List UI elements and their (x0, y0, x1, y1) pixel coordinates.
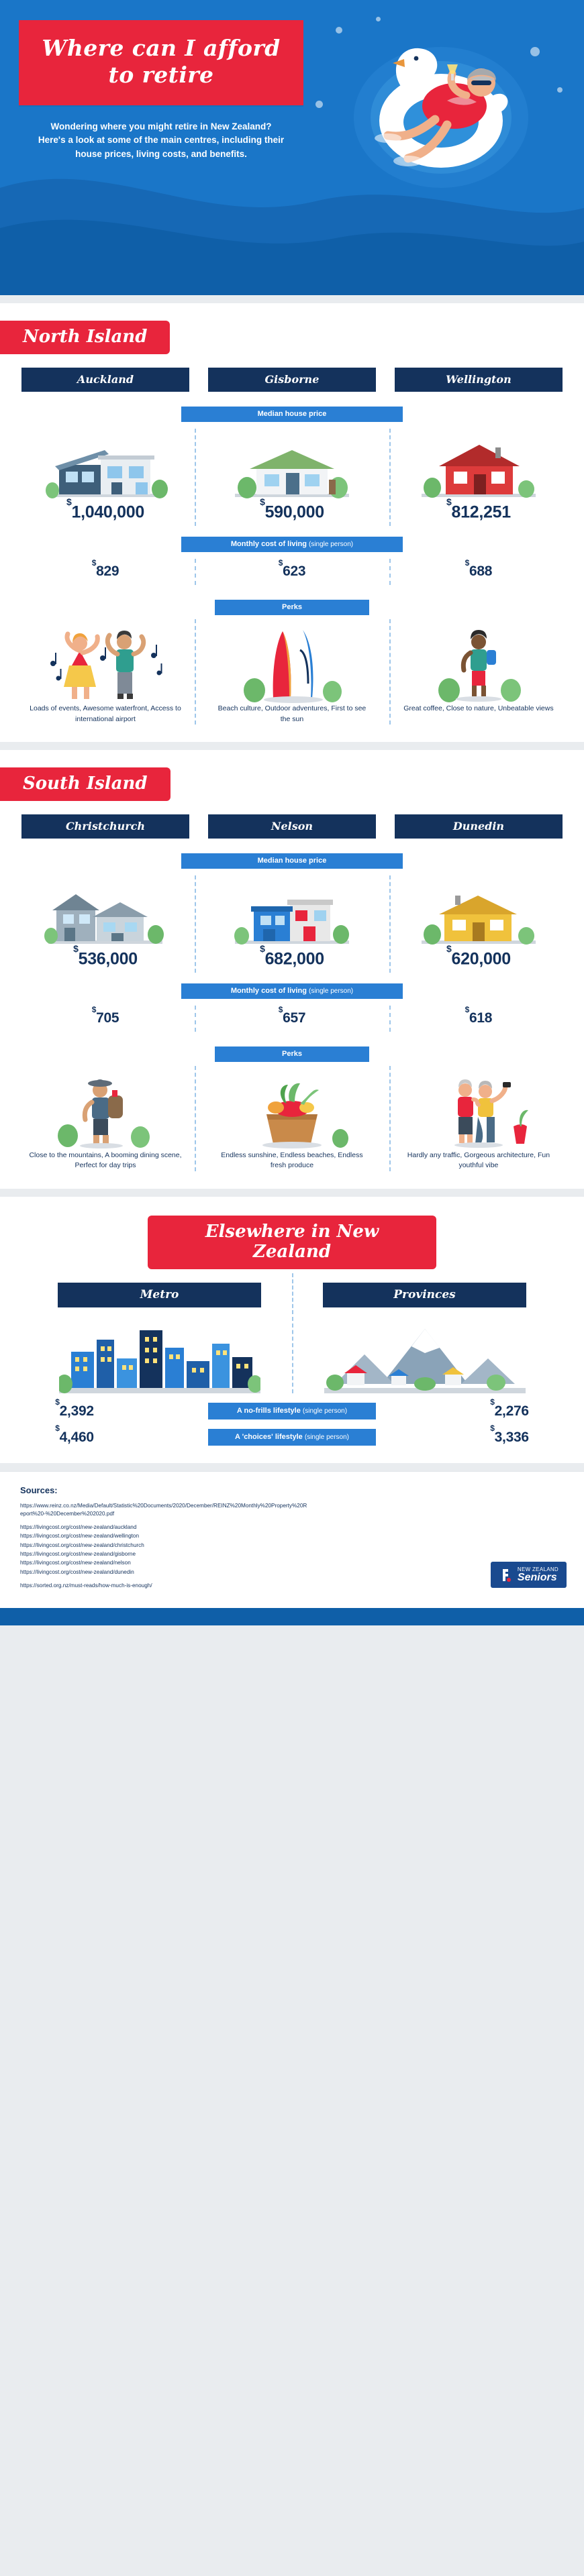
label-perks-north: Perks (215, 600, 369, 615)
illustration-perks-dunedin (389, 1070, 568, 1150)
perks-gisborne: Beach culture, Outdoor adventures, First to see the sun (217, 704, 367, 723)
metro-no-frills-price: $2,392 (55, 1397, 94, 1419)
section-elsewhere (0, 1197, 584, 1463)
city-tab-auckland[interactable]: Auckland (21, 368, 189, 392)
label-no-frills-lifestyle: A no-frills lifestyle (single person) (208, 1403, 376, 1419)
divider-dashed (195, 559, 196, 585)
logo-line-1: NEW ZEALAND (517, 1566, 558, 1573)
lifestyle-row-choices (0, 1424, 584, 1446)
cost-of-living-gisborne: $623 (278, 557, 306, 580)
source-item[interactable]: https://www.reinz.co.nz/Media/Default/Statistic%20Documents/2020/December/REINZ%20Monthly%20Property%20Report%20-%20December%202020.pdf (20, 1502, 307, 1517)
cost-of-living-dunedin: $618 (465, 1004, 493, 1026)
source-item[interactable]: https://livingcost.org/cost/new-zealand/auckland (20, 1524, 137, 1531)
city-tab-wellington[interactable]: Wellington (395, 368, 563, 392)
divider-dashed (389, 559, 391, 585)
section-heading-north-island: North Island (0, 321, 170, 354)
house-price-gisborne: $590,000 (260, 496, 324, 522)
house-price-auckland: $1,040,000 (66, 496, 144, 522)
illustration-house-dunedin (389, 875, 568, 949)
north-island-city-tabs (0, 361, 584, 392)
label-choices-lifestyle: A 'choices' lifestyle (single person) (208, 1429, 376, 1446)
page-title: Where can I afford to retire (42, 35, 281, 89)
label-median-house-price-north: Median house price (181, 407, 403, 422)
hero-section (0, 0, 584, 295)
illustration-metro (27, 1320, 292, 1393)
provinces-no-frills-price: $2,276 (490, 1397, 529, 1419)
hero-subtitle: Wondering where you might retire in New Zealand? Here's a look at some of the main centres, including their house prices, living costs, and benefits. (38, 121, 285, 160)
section-gap (0, 742, 584, 750)
cost-of-living-auckland: $829 (91, 557, 119, 580)
divider-dashed (389, 1066, 391, 1171)
lifestyle-row-no-frills (0, 1397, 584, 1419)
sources-list (20, 1502, 309, 1591)
divider-dashed (389, 429, 391, 526)
perks-christchurch: Close to the mountains, A booming dining scene, Perfect for day trips (29, 1151, 182, 1170)
divider-dashed (195, 1006, 196, 1032)
south-island-city-tabs (0, 808, 584, 839)
kiwi-logo-icon (499, 1567, 512, 1583)
section-gap (0, 1463, 584, 1471)
illustration-house-christchurch (16, 875, 195, 949)
divider-dashed (195, 429, 196, 526)
metro-choices-price: $4,460 (55, 1424, 94, 1445)
footer-base-bar (0, 1608, 584, 1625)
section-gap (0, 295, 584, 303)
tab-provinces[interactable]: Provinces (323, 1283, 526, 1307)
divider-dashed (389, 875, 391, 973)
illustration-house-auckland (16, 429, 195, 502)
illustration-house-wellington (389, 429, 568, 502)
hero-title-box (19, 20, 303, 105)
section-heading-south-island: South Island (0, 767, 171, 801)
illustration-provinces (292, 1320, 557, 1393)
footer-sources (0, 1471, 584, 1609)
section-north-island (0, 303, 584, 742)
illustration-house-nelson (203, 875, 381, 949)
cost-of-living-wellington: $688 (465, 557, 493, 580)
hero-illustration (303, 20, 565, 188)
perks-nelson: Endless sunshine, Endless beaches, Endless fresh produce (221, 1151, 363, 1170)
house-price-wellington: $812,251 (446, 496, 511, 522)
divider-dashed (195, 619, 196, 724)
logo-line-2: Seniors (517, 1572, 557, 1584)
source-item[interactable]: https://livingcost.org/cost/new-zealand/dunedin (20, 1568, 134, 1575)
nz-seniors-logo[interactable] (491, 1562, 567, 1588)
divider-dashed (195, 875, 196, 973)
house-price-dunedin: $620,000 (446, 943, 511, 969)
section-south-island (0, 750, 584, 1189)
section-gap (0, 1189, 584, 1197)
illustration-house-gisborne (203, 429, 381, 502)
illustration-perks-nelson (203, 1070, 381, 1150)
label-median-house-price-south: Median house price (181, 853, 403, 869)
provinces-choices-price: $3,336 (490, 1424, 529, 1445)
swan-float-swimmer-illustration (303, 20, 565, 195)
city-tab-christchurch[interactable]: Christchurch (21, 814, 189, 839)
perks-dunedin: Hardly any traffic, Gorgeous architecture, Fun youthful vibe (407, 1151, 550, 1170)
house-price-nelson: $682,000 (260, 943, 324, 969)
illustration-perks-auckland (16, 623, 195, 704)
house-price-christchurch: $536,000 (73, 943, 138, 969)
label-perks-south: Perks (215, 1046, 369, 1062)
divider-dashed (389, 619, 391, 724)
source-item[interactable]: https://livingcost.org/cost/new-zealand/christchurch (20, 1542, 144, 1548)
tab-metro[interactable]: Metro (58, 1283, 261, 1307)
source-item[interactable]: https://sorted.org.nz/must-reads/how-much-is-enough/ (20, 1582, 152, 1589)
perks-auckland: Loads of events, Awesome waterfront, Access to international airport (30, 704, 181, 723)
source-item[interactable]: https://livingcost.org/cost/new-zealand/gisborne (20, 1551, 136, 1558)
label-monthly-cost-south: Monthly cost of living (single person) (181, 983, 403, 999)
source-item[interactable]: https://livingcost.org/cost/new-zealand/wellington (20, 1533, 140, 1540)
illustration-perks-christchurch (16, 1070, 195, 1150)
illustration-perks-gisborne (203, 623, 381, 704)
city-tab-dunedin[interactable]: Dunedin (395, 814, 563, 839)
city-tab-nelson[interactable]: Nelson (208, 814, 376, 839)
section-heading-elsewhere: Elsewhere in New Zealand (148, 1216, 436, 1269)
cost-of-living-christchurch: $705 (91, 1004, 119, 1026)
perks-wellington: Great coffee, Close to nature, Unbeatable views (403, 704, 554, 713)
cost-of-living-nelson: $657 (278, 1004, 306, 1026)
label-monthly-cost-north: Monthly cost of living (single person) (181, 537, 403, 552)
divider-dashed (389, 1006, 391, 1032)
city-tab-gisborne[interactable]: Gisborne (208, 368, 376, 392)
sources-title: Sources: (20, 1485, 58, 1495)
divider-dashed (195, 1066, 196, 1171)
source-item[interactable]: https://livingcost.org/cost/new-zealand/nelson (20, 1560, 131, 1566)
illustration-perks-wellington (389, 623, 568, 704)
